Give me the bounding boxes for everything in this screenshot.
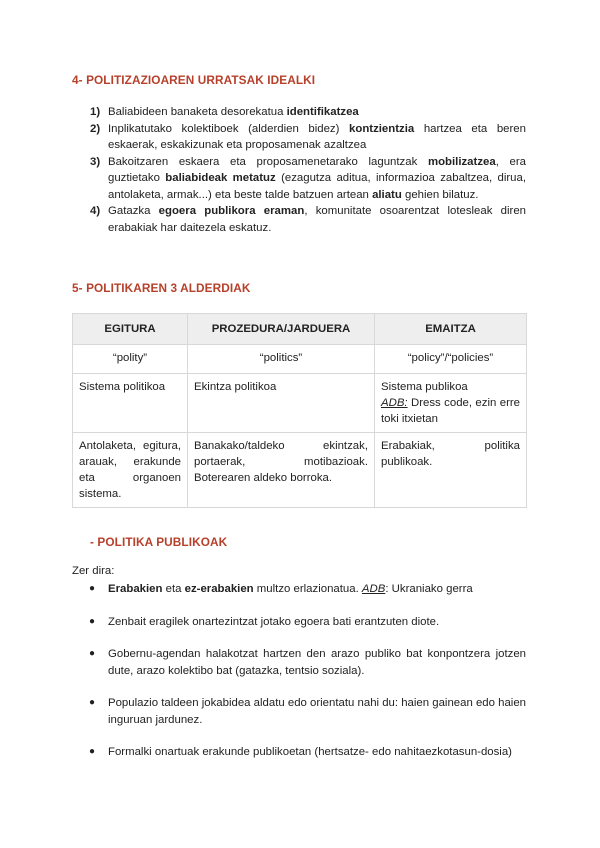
- cell-text: Sistema publikoa: [381, 381, 468, 393]
- bullet-icon: ●: [89, 746, 96, 757]
- list-item: [72, 203, 526, 236]
- list-item: [72, 104, 526, 121]
- table-cell: Sistema politikoa: [73, 374, 188, 433]
- table-cell: “polity”: [73, 345, 188, 374]
- step-text: (ezagutza aditua, informazioa zabaltzea, dirua, antolaketa, armak...) eta beste talde batzuen artean: [108, 172, 526, 201]
- bullet-text: Gobernu-agendan halakotzat hartzen den arazo publiko bat konpontzera jotzen dute, arazo kolektibo bat (gatazka, tentsio soziala).: [108, 648, 526, 677]
- bullet-icon: ●: [89, 615, 96, 627]
- step-text: hartzea eta beren eskaerak, eskakizunak eta proposamenak azaltzea: [108, 122, 526, 151]
- bullet-icon: ●: [89, 583, 96, 594]
- table-row: [73, 345, 527, 374]
- bullet-keyword: Erabakien: [108, 583, 163, 595]
- example-label: ADB: [361, 583, 386, 595]
- step-keyword: egoera publikora eraman: [158, 205, 305, 217]
- table-cell: [375, 374, 527, 433]
- section-5-title: 5- POLITIKAREN 3 ALDERDIAK: [72, 281, 251, 295]
- bullet-icon: ●: [89, 697, 96, 708]
- header-emaitza: EMAITZA: [375, 314, 527, 345]
- step-text: Bakoitzaren eskaera eta proposamenetarako laguntzak: [108, 155, 428, 168]
- list-item: [72, 744, 526, 761]
- step-text: , era guztietako: [108, 155, 526, 184]
- step-keyword: identifikatzea: [286, 106, 359, 118]
- bullet-text: Formalki onartuak erakunde publikoetan (hertsatze- edo nahitaezkotasun-dosia): [108, 746, 512, 758]
- header-egitura: EGITURA: [73, 314, 188, 345]
- steps-list: [72, 104, 526, 236]
- step-text: Baliabideen banaketa desorekatua: [108, 106, 287, 118]
- table-header-row: [73, 314, 527, 345]
- bullet-text: : Ukraniako gerra: [385, 583, 473, 595]
- bullet-text: Zenbait eragilek onartezintzat jotako egoera bati erantzuten diote.: [108, 615, 440, 628]
- bullet-text: multzo erlazionatua.: [253, 583, 362, 595]
- table-cell: Erabakiak, politika publikoak.: [375, 433, 527, 508]
- list-item: [72, 121, 526, 154]
- alderdiak-table: [72, 313, 527, 508]
- list-item: [72, 646, 526, 679]
- table-cell: Ekintza politikoa: [188, 374, 375, 433]
- table-cell: Antolaketa, egitura, arauak, erakunde eta organoen sistema.: [73, 433, 188, 508]
- step-keyword: mobilizatzea: [427, 155, 496, 168]
- header-prozedura: PROZEDURA/JARDUERA: [188, 314, 375, 345]
- step-text: gehien bilatuz.: [401, 188, 479, 201]
- example-label: ADB:: [381, 397, 408, 409]
- cell-example: [381, 395, 520, 427]
- table-cell: “policy”/“policies”: [375, 345, 527, 374]
- list-item: [72, 154, 526, 204]
- step-number: 3): [90, 155, 101, 168]
- bullet-list: [72, 581, 526, 761]
- intro-text: Zer dira:: [72, 565, 115, 577]
- table-cell: Banakako/taldeko ekintzak, portaerak, motibazioak. Boterearen aldeko borroka.: [188, 433, 375, 508]
- list-item: [72, 581, 526, 598]
- step-text: Inplikatutako kolektiboek (alderdien bidez): [108, 122, 350, 135]
- bullet-text: Populazio taldeen jokabidea aldatu edo orientatu nahi du: haien gainean edo haien inguruan jardunez.: [108, 697, 526, 726]
- bullet-icon: ●: [89, 648, 96, 659]
- example-text: Dress code, ezin erre toki itxietan: [381, 397, 520, 425]
- bullet-keyword: ez-erabakien: [184, 583, 254, 595]
- step-keyword: aliatu: [372, 188, 402, 201]
- table-row: [73, 374, 527, 433]
- list-item: [72, 695, 526, 728]
- step-text: , komunitate osoarentzat lotesleak diren erabakiak har daitezela eskatuz.: [108, 205, 526, 234]
- step-text: Gatazka: [108, 205, 159, 217]
- section-4-title: 4- POLITIZAZIOAREN URRATSAK IDEALKI: [72, 73, 316, 87]
- step-number: 2): [90, 122, 101, 135]
- table-cell: “politics”: [188, 345, 375, 374]
- step-number: 4): [90, 205, 101, 217]
- section-6-title: - POLITIKA PUBLIKOAK: [90, 535, 228, 549]
- step-keyword: baliabideak metatuz: [165, 172, 276, 184]
- bullet-text: eta: [162, 583, 185, 595]
- step-keyword: kontzientzia: [349, 122, 415, 135]
- list-item: [72, 614, 526, 631]
- table-row: [73, 433, 527, 508]
- step-number: 1): [90, 106, 101, 118]
